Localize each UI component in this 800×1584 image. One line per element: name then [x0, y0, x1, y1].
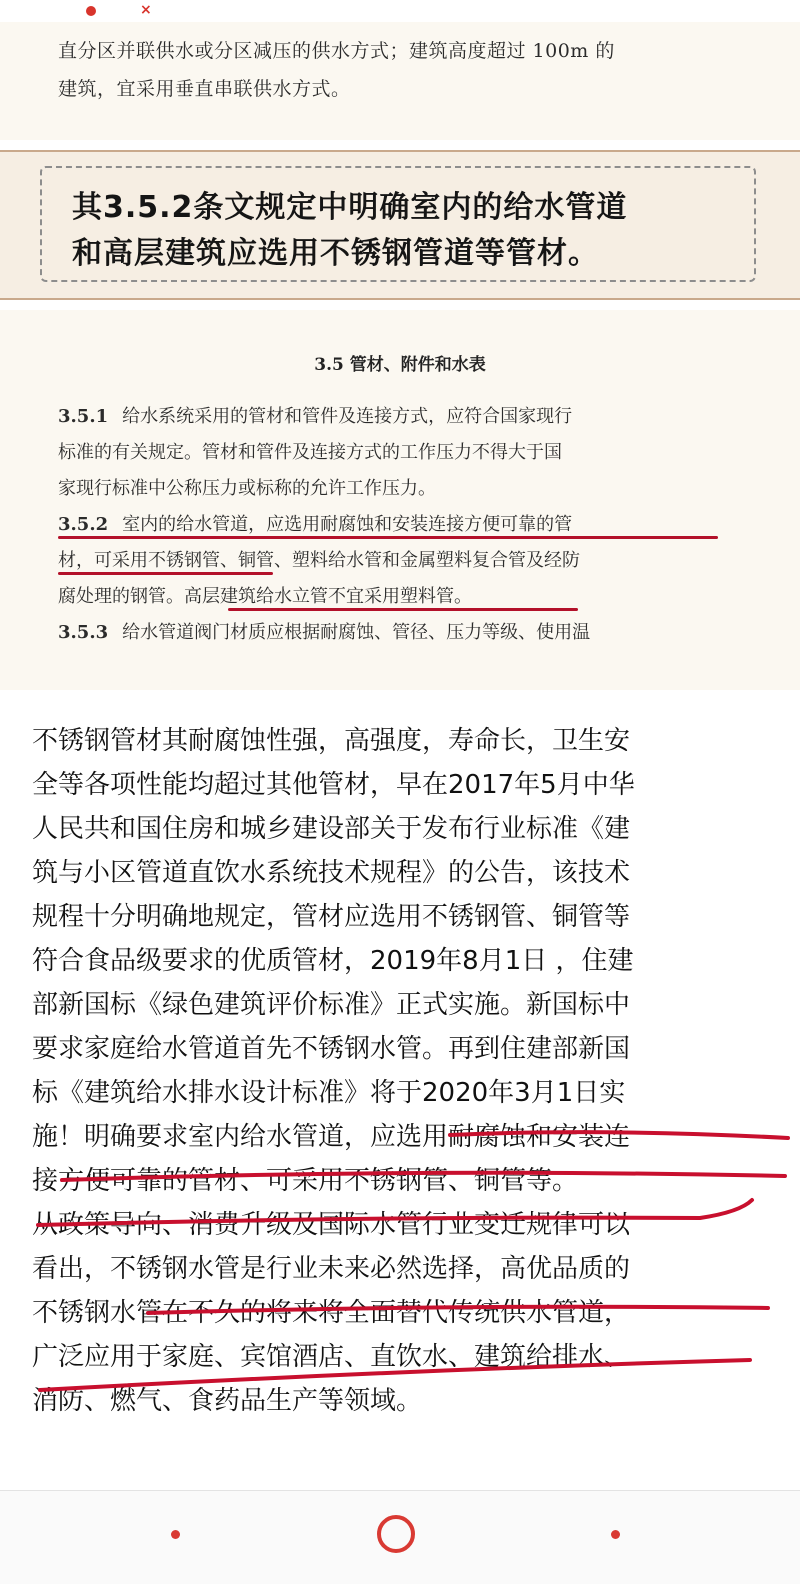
- article-line: 筑与小区管道直饮水系统技术规程》的公告，该技术: [32, 858, 631, 888]
- bottom-nav-bar: [0, 1490, 800, 1584]
- close-mark-icon: ×: [140, 2, 152, 18]
- article-line: 标《建筑给水排水设计标准》将于2020年3月1日实: [32, 1078, 626, 1108]
- back-dot-icon: [611, 1530, 620, 1539]
- highlight-underline: [58, 572, 273, 575]
- excerpt-line: 材，可采用不锈钢管、铜管、塑料给水管和金属塑料复合管及经防: [58, 550, 580, 571]
- scan-line: 直分区并联供水或分区减压的供水方式；建筑高度超过 100m 的: [58, 40, 615, 62]
- article-line: 广泛应用于家庭、宾馆酒店、直饮水、建筑给排水、: [32, 1342, 631, 1372]
- back-button[interactable]: [585, 1509, 645, 1559]
- standard-excerpt: [0, 310, 800, 690]
- clause-text: 给水系统采用的管材和管件及连接方式，应符合国家现行: [122, 406, 573, 427]
- article-line: 不锈钢管材其耐腐蚀性强，高强度，寿命长，卫生安: [32, 726, 631, 756]
- clause-number: 3.5.1: [58, 406, 109, 427]
- status-bar: [0, 0, 800, 22]
- callout-line: 其3.5.2条文规定中明确室内的给水管道: [72, 190, 628, 225]
- excerpt-line: 标准的有关规定。管材和管件及连接方式的工作压力不得大于国: [58, 442, 562, 463]
- excerpt-line: [58, 618, 590, 644]
- excerpt-line: [58, 402, 572, 428]
- article-line: 从政策导向、消费升级及国际水管行业变迁规律可以: [32, 1210, 631, 1240]
- article-line: 规程十分明确地规定，管材应选用不锈钢管、铜管等: [32, 902, 631, 932]
- clause-text: 室内的给水管道，应选用耐腐蚀和安装连接方便可靠的管: [122, 514, 573, 535]
- article-line: 要求家庭给水管道首先不锈钢水管。再到住建部新国: [32, 1034, 631, 1064]
- article-line: 不锈钢水管在不久的将来将全面替代传统供水管道，: [32, 1298, 631, 1328]
- menu-button[interactable]: [145, 1509, 205, 1559]
- highlight-underline: [58, 536, 718, 539]
- callout-panel: [0, 150, 800, 300]
- section-title: 3.5 管材、附件和水表: [314, 355, 486, 375]
- article-line: 接方便可靠的管材、可采用不锈钢管、铜管等。: [32, 1166, 579, 1196]
- highlight-underline: [228, 608, 578, 611]
- excerpt-line: 家现行标准中公称压力或标称的允许工作压力。: [58, 478, 436, 499]
- clause-number: 3.5.2: [58, 514, 109, 535]
- article-line: 消防、燃气、食药品生产等领域。: [32, 1386, 423, 1416]
- home-button[interactable]: [366, 1509, 426, 1559]
- scan-line: 建筑，宜采用垂直串联供水方式。: [58, 78, 351, 100]
- menu-dot-icon: [171, 1530, 180, 1539]
- article-line: 符合食品级要求的优质管材，2019年8月1日 ，住建: [32, 946, 634, 976]
- callout-line: 和高层建筑应选用不锈钢管道等管材。: [72, 236, 599, 271]
- notification-dot-icon: [86, 6, 96, 16]
- callout-box: [40, 166, 756, 282]
- home-circle-icon: [377, 1515, 415, 1553]
- article-line: 部新国标《绿色建筑评价标准》正式实施。新国标中: [32, 990, 631, 1020]
- clause-number: 3.5.3: [58, 622, 109, 643]
- article-line: 施！明确要求室内给水管道，应选用耐腐蚀和安装连: [32, 1122, 631, 1152]
- clause-text: 给水管道阀门材质应根据耐腐蚀、管径、压力等级、使用温: [122, 622, 591, 643]
- article-line: 看出，不锈钢水管是行业未来必然选择，高优品质的: [32, 1254, 631, 1284]
- excerpt-line: [58, 510, 572, 536]
- article-line: 人民共和国住房和城乡建设部关于发布行业标准《建: [32, 814, 631, 844]
- article-line: 全等各项性能均超过其他管材，早在2017年5月中华: [32, 770, 635, 800]
- scanned-text-top: [0, 22, 800, 140]
- excerpt-line: 腐处理的钢管。高层建筑给水立管不宜采用塑料管。: [58, 586, 472, 607]
